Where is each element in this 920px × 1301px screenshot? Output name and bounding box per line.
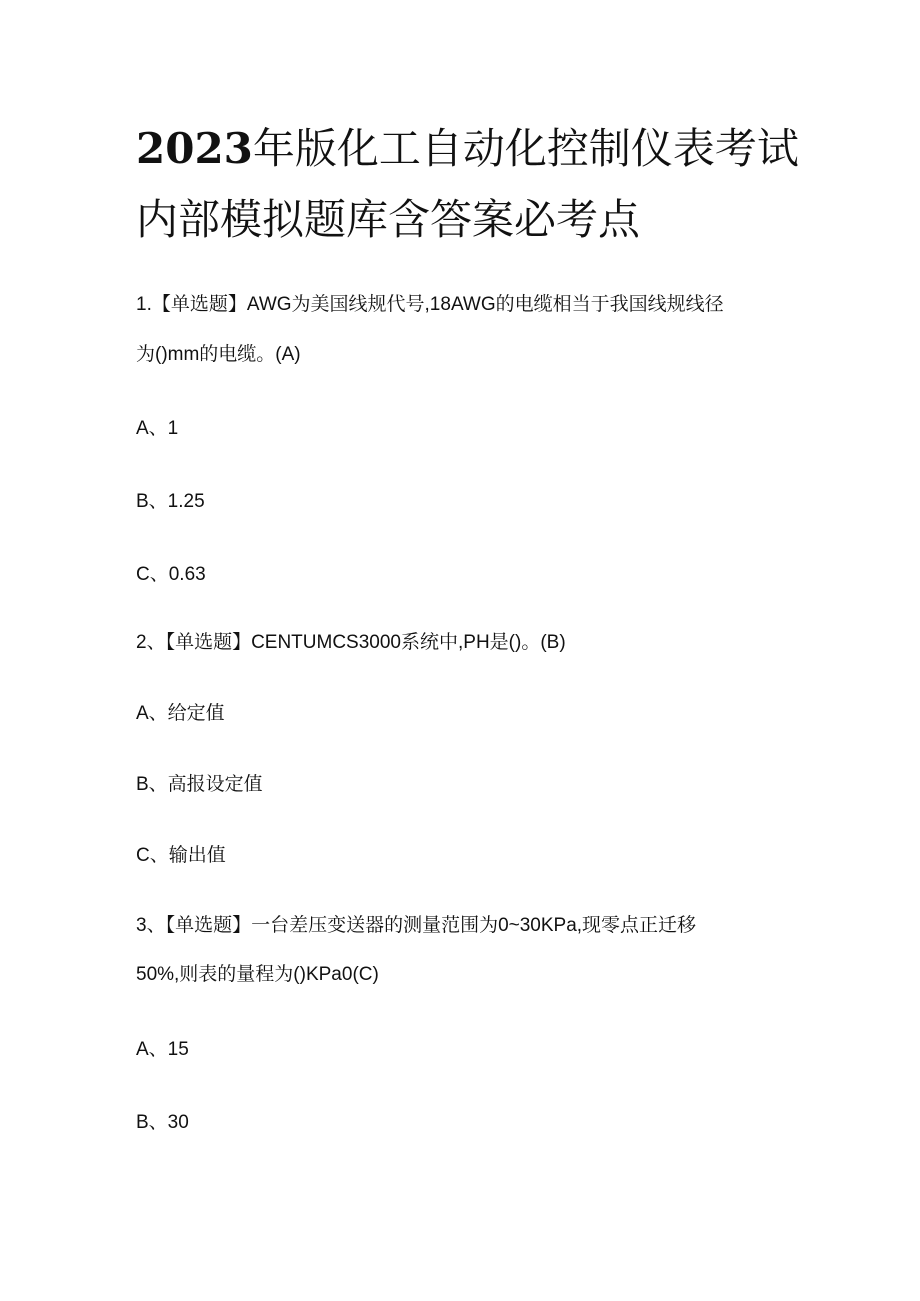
question-1-stem-line-2: 为()mm的电缆。(A) [136, 344, 301, 365]
question-3-stem-line-1: 3、【单选题】一台差压变送器的测量范围为0~30KPa,现零点正迁移 [136, 915, 697, 936]
question-3-stem-line-2: 50%,则表的量程为()KPa0(C) [136, 964, 379, 985]
question-2-option-b: B、高报设定值 [136, 774, 263, 795]
question-3-option-a: A、15 [136, 1039, 189, 1060]
question-1-option-a: A、1 [136, 418, 179, 439]
question-2-stem-line-1: 2、【单选题】CENTUMCS3000系统中,PH是()。(B) [136, 632, 566, 653]
page-title-line-1 [136, 116, 799, 182]
question-2-option-a: A、给定值 [136, 703, 225, 724]
title-line-1-text: 年版化工自动化控制仪表考试 [252, 124, 799, 173]
title-year: 2023 [136, 124, 253, 173]
question-1-stem-line-1: 1.【单选题】AWG为美国线规代号,18AWG的电缆相当于我国线规线径 [136, 294, 724, 315]
question-1-option-c: C、0.63 [136, 564, 206, 585]
question-1-option-b: B、1.25 [136, 491, 205, 512]
question-2-option-c: C、输出值 [136, 845, 226, 866]
page-title-line-2: 内部模拟题库含答案必考点 [136, 195, 641, 244]
question-3-option-b: B、30 [136, 1112, 189, 1133]
